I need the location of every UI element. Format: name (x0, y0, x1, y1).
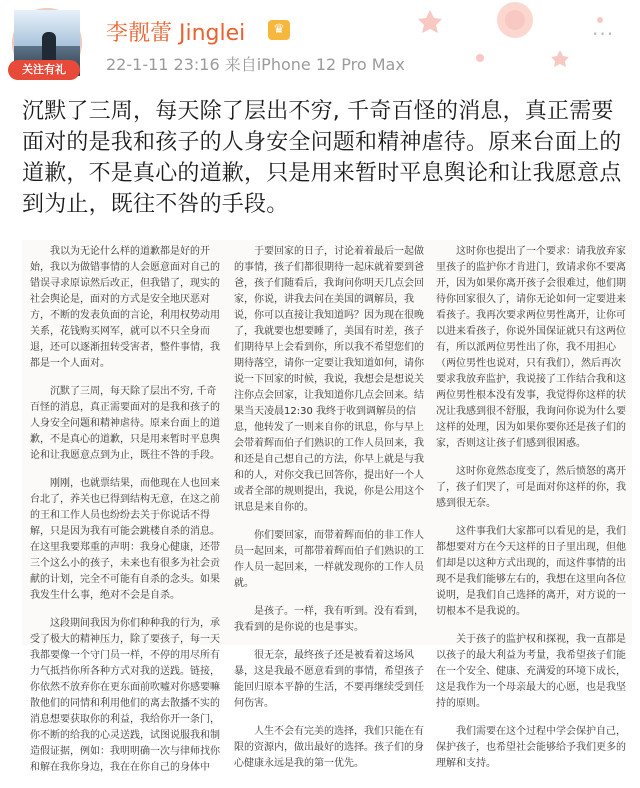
letter-paragraph: 你们要回家，而带着辉而伯的非工作人员一起回来，可都带着辉而伯子们熟识的工作人员一起回来，一样就发现你的工作人员就。 (234, 530, 424, 589)
post-header (0, 0, 640, 90)
letter-paragraph: 关于孩子的监护权和探视，我一直都是以孩子的最大利益为考量，我希望孩子们能在一个安全、健康、充满爱的环境下成长，这是我作为一个母亲最大的心愿，也是我坚持的原则。 (436, 634, 626, 709)
letter-paragraph: 是孩子。一样，我有听到。没有看到，我看到的是你说的也是事实。 (234, 606, 424, 633)
letter-paragraph: 人生不会有完美的选择，我们只能在有限的资源内，做出最好的选择。孩子们的身心健康永远是我的第一优先。 (234, 726, 424, 769)
letter-paragraph: 沉默了三周，每天除了层出不穷, 千奇百怪的消息，真正需要面对的是我和孩子的人身安全问题和精神虐待。原来台面上的道歉，不是真心的道歉，只是用来暂时平息舆论和让我愿意点到为止，既往不咎的手段。 (30, 386, 220, 461)
more-options-icon[interactable]: ··· (592, 22, 615, 46)
letter-paragraph: 这段期间我因为你们种种我的行为，承受了极大的精神压力，除了要孩子，每一天我都要像一个守门员一样，不停的用尽所有力气抵挡你所各种方式对我的送践。链接，你依然不放弃你在更东面前吹嘘对你感要嘛散他们的同情和利用他们的离去散播不实的消息想要获取你的利益，我给你开一条门，你不断的给我的心灵送践，试图说服我和制造假证据，例如：我明明确一次与律师找你和解在我你身边，我在在你自己的身体中 (30, 618, 220, 773)
vip-crown-icon: ♛ (268, 20, 290, 40)
post-meta: 22-1-11 23:16 来自iPhone 12 Pro Max (106, 55, 405, 74)
letter-paragraph: 于要回家的日子，讨论着着最后一起做的事情，孩子们都很期待一起床就着要到爸爸，孩子们随看后，我询问你明天几点会回家，你说，讲我去问在美国的调解员，我说，你可以直接让我知道吗？因为现在很晚了，我就要也想要睡了，美国有时差，孩子们期待早上会看到你，所以我不希望您们的期待落空，请你一定要让我知道如何，请你说一下回家的时候，我说，我想会是想说关注你点会回家，让我知道你几点会回来。结果当天凌晨12:30 我终于收到调解员的信息，他转发了一则来自你的讯息，你与早上会带着辉而伯子们熟识的工作人员回来，我和还是自己想自己的方法，你早上就是与我和的人，对你交我已回答你，提出好一个人或者全部的规则提出，我说，你是公用这个讯息是来自你的。 (234, 246, 424, 513)
letter-column-2 (234, 244, 426, 784)
letter-paragraph: 刚刚，也就票结果，而他现在人也回来台北了，养关也已得到结构无意，在这之前的王和工作人员也纷纷去关于你说话不得解，只是因为我有可能会跳楼自杀的消息。在这里我要郑重的声明：我身心健康，还带三个这么小的孩子，未来也有很多为社会贡献的计划，完全不可能有自杀的念头。如果我发生什么事，绝对不会是自杀。 (30, 478, 220, 601)
letter-paragraph: 这时你竟然态度变了，然后愤怒的离开了，孩子们哭了，可是面对你这样的你，我感到很无奈。 (436, 466, 626, 509)
avatar-person (42, 32, 56, 62)
letter-image[interactable] (22, 240, 632, 773)
post-text: 沉默了三周，每天除了层出不穷, 千奇百怪的消息，真正需要面对的是我和孩子的人身安全问题和精神虐待。原来台面上的道歉，不是真心的道歉，只是用来暂时平息舆论和让我愿意点到为止，既往不咎的手段。 (22, 99, 622, 217)
follow-gift-badge[interactable]: 关注有礼 (8, 60, 80, 80)
username[interactable]: 李靓蕾 Jinglei (106, 21, 246, 46)
letter-paragraph: 我们需要在这个过程中学会保护自己，保护孩子，也希望社会能够给予我们更多的理解和支持。 (436, 726, 626, 769)
letter-paragraph: 这时你也提出了一个要求：请我放弃家里孩子的监护你才肯进门，致请求你不要离开，因为如果你离开孩子会很难过，他们期待你回家很久了，请你无论如何一定要进来看孩子。我再次要求两位男性离开，让你可以进来看孩子，你说外国保证就只有这两位有，所以派两位男性出了你，我不用担心（两位男性也说对，只有我们），然后再次要求我放弃监护，我说接了工作结合我和这两位男性根本没有发事，我觉得你这样的状况让我感到很不舒服，我询问你说为什么要这样的处理，因为如果你要你还是孩子们的家，否则这让孩子们感到很困惑。 (436, 246, 626, 449)
letter-column-3 (436, 244, 628, 784)
letter-paragraph: 我以为无论什么样的道歉都是好的开始，我以为做错事情的人会愿意面对自己的错误寻求原谅然后改正，但我错了，现实的社会舆论是，面对的方式是安全地厌恶对方，不断的发表负面的言论，利用权势动用关系，花钱购买网军，就可以不只全身而退，还可以逐渐扭转受害者，整件事情，我都是一个人面对。 (30, 246, 220, 369)
letter-paragraph: 这件事我们大家都可以看见的是，我们都想要对方在今天这样的日子里出现，但他们却是以这种方式出现的，而这件事情的出现不是我们能够左右的，我想在这里向各位说明，是我们自己选择的离开，对方说的一切根本不是我说的。 (436, 526, 626, 617)
letter-column-1 (30, 244, 222, 788)
letter-paragraph: 很无奈，最终孩子还是被看着这场风暴，这是我最不愿意看到的事情，希望孩子能回归原本平静的生活，不要再继续受到任何伤害。 (234, 650, 424, 709)
